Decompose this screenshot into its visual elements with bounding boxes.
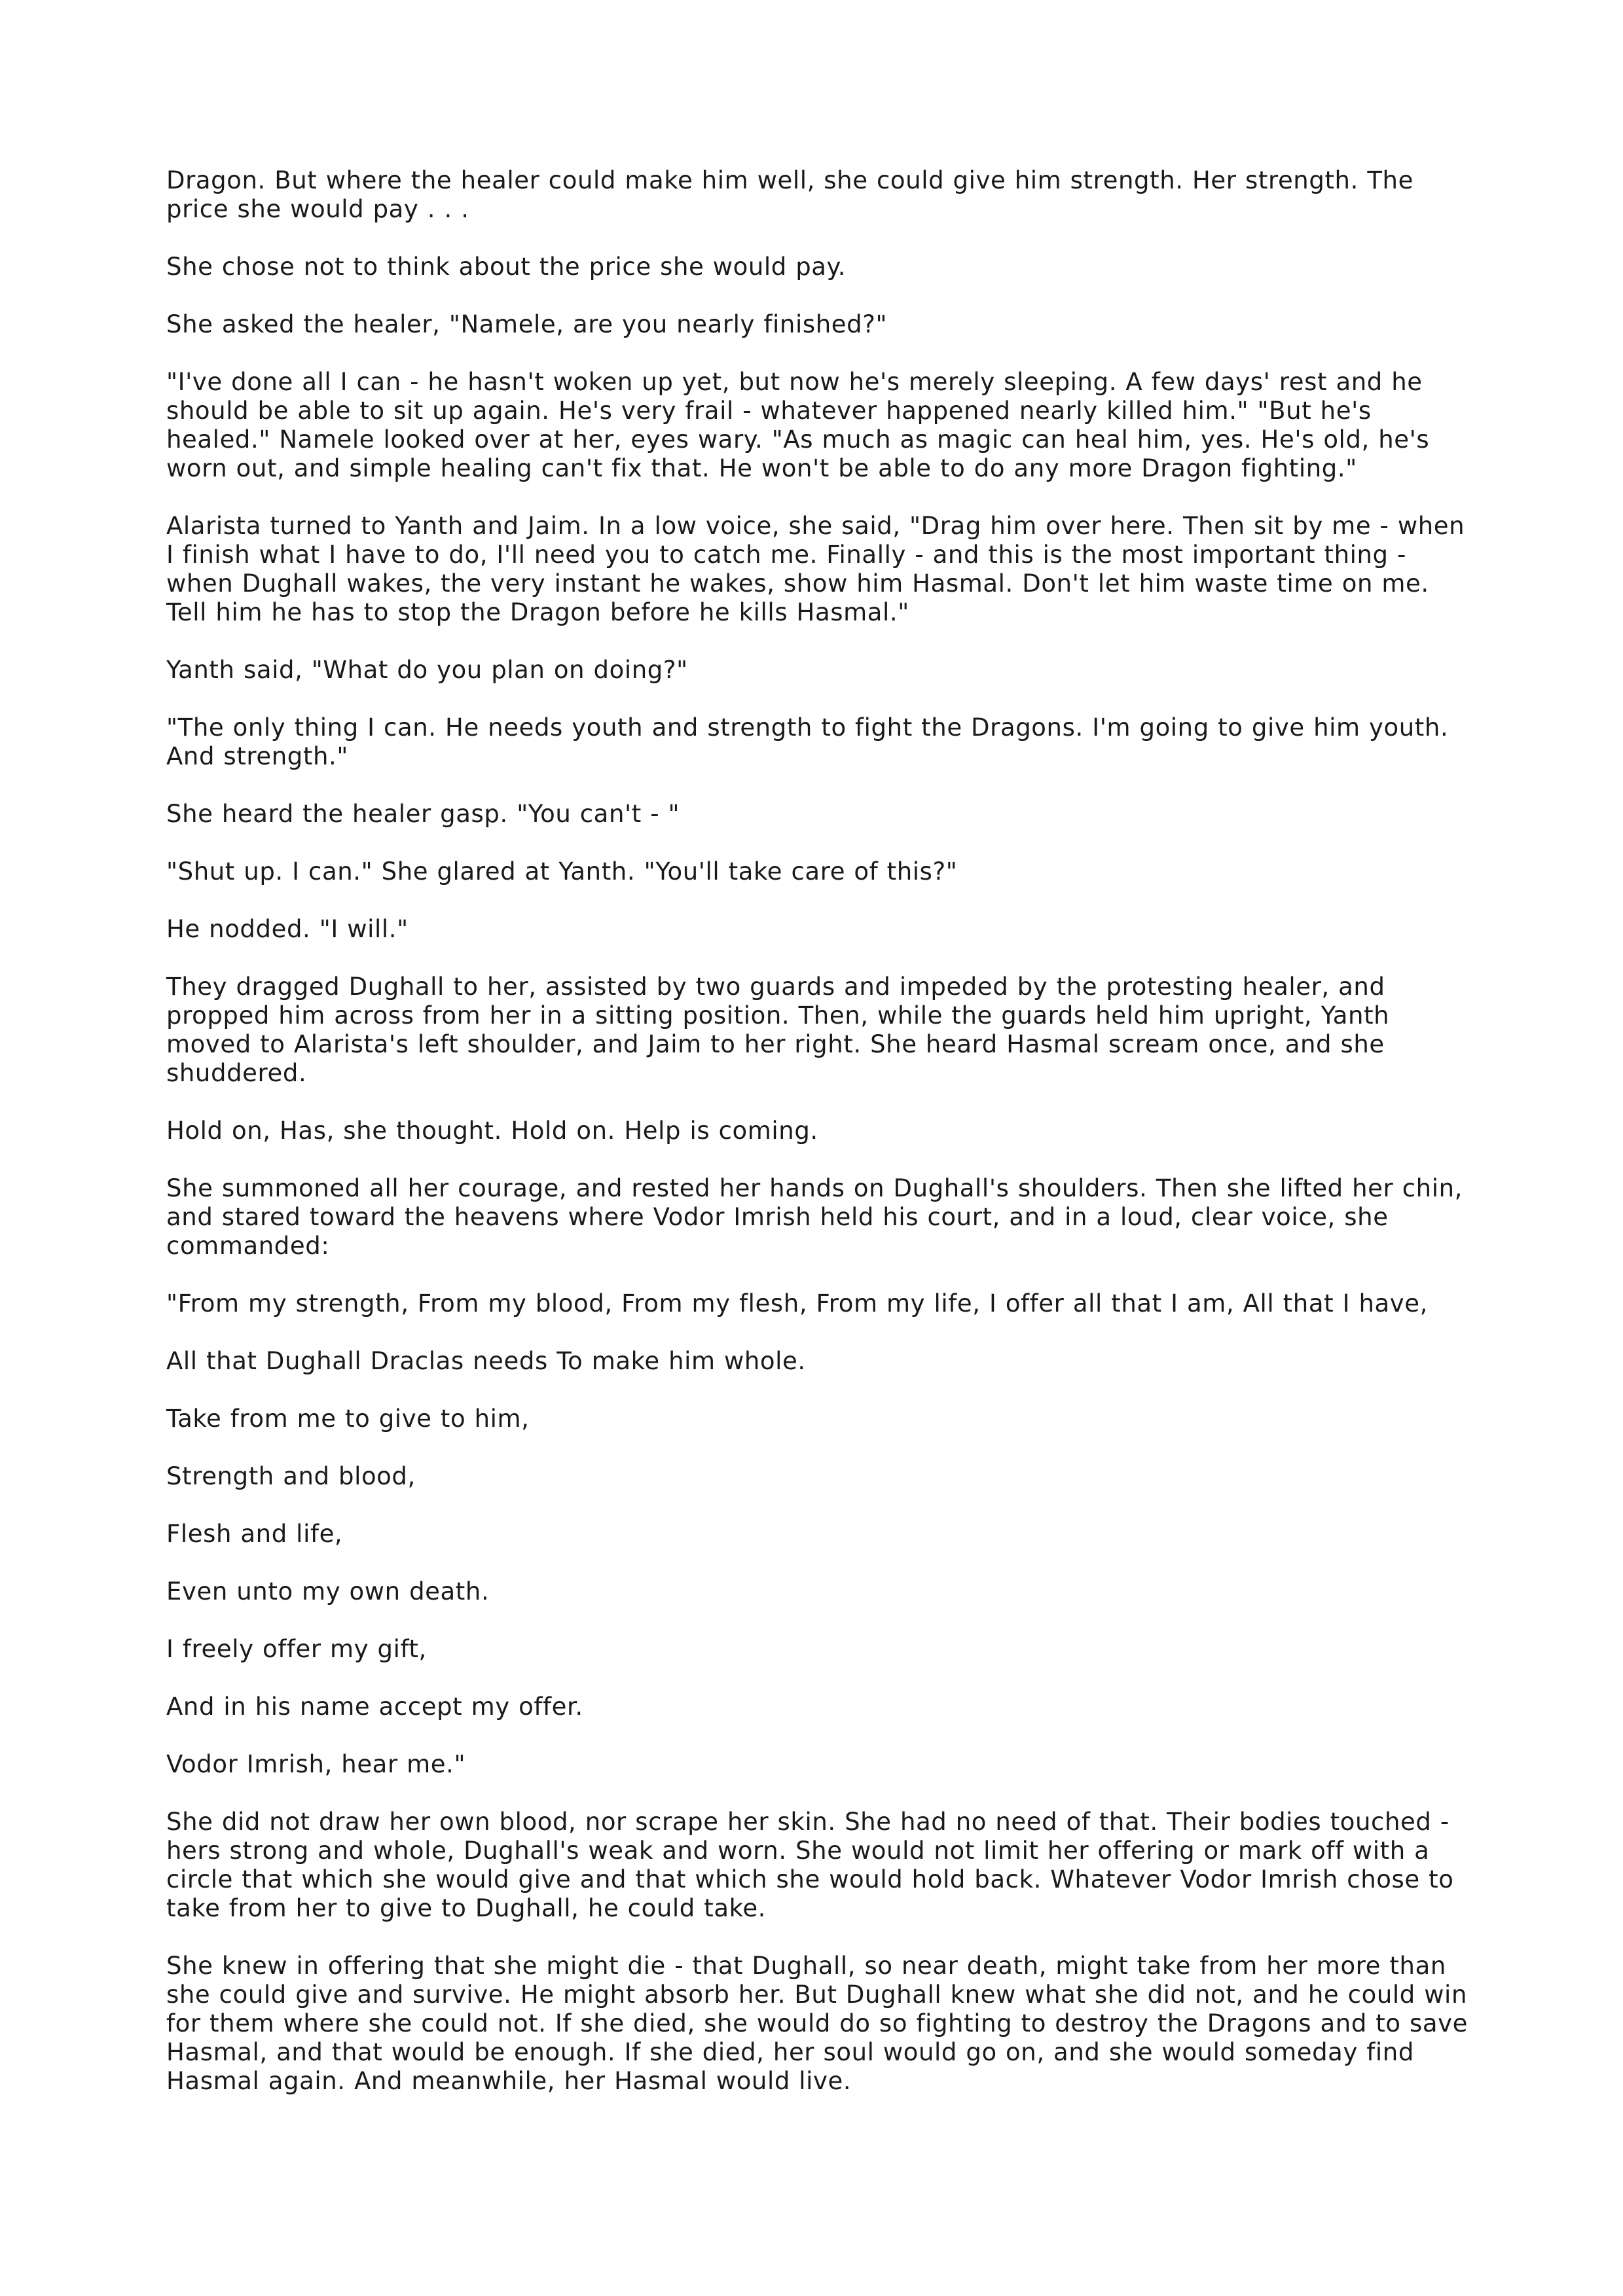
paragraph: She heard the healer gasp. "You can't - " [166, 800, 680, 828]
paragraph: Dragon. But where the healer could make him well, she could give him strength. Her strength. The price she would pay . . . [166, 166, 1413, 223]
document-page [166, 166, 1469, 2125]
paragraph: "Shut up. I can." She glared at Yanth. "You'll take care of this?" [166, 857, 958, 886]
paragraph: Hold on, Has, she thought. Hold on. Help is coming. [166, 1117, 818, 1145]
paragraph: And in his name accept my offer. [166, 1693, 583, 1721]
paragraph: I freely offer my gift, [166, 1635, 427, 1663]
paragraph: She summoned all her courage, and rested her hands on Dughall's shoulders. Then she lifted her chin, and stared toward the heavens where Vodor Imrish held his court, and in a loud, clear voice, she commanded: [166, 1174, 1463, 1260]
paragraph: He nodded. "I will." [166, 915, 409, 943]
paragraph: Strength and blood, [166, 1462, 416, 1490]
paragraph: She chose not to think about the price she would pay. [166, 253, 847, 281]
paragraph: Yanth said, "What do you plan on doing?" [166, 656, 688, 684]
paragraph: Flesh and life, [166, 1520, 343, 1548]
paragraph: Vodor Imrish, hear me." [166, 1750, 466, 1778]
paragraph: All that Dughall Draclas needs To make him whole. [166, 1347, 806, 1375]
paragraph: She did not draw her own blood, nor scrape her skin. She had no need of that. Their bodies touched - hers strong and whole, Dughall's weak and worn. She would not limit her offering or mark off with a circle that which she would give and that which she would hold back. Whatever Vodor Imrish chose to take from her to give to Dughall, he could take. [166, 1808, 1454, 1922]
paragraph: Alarista turned to Yanth and Jaim. In a low voice, she said, "Drag him over here. Then sit by me - when I finish what I have to do, I'll need you to catch me. Finally - and this is the most important thing - when Dughall wakes, the very instant he wakes, show him Hasmal. Don't let him waste time on me. Tell him he has to stop the Dragon before he kills Hasmal." [166, 512, 1465, 626]
paragraph: "I've done all I can - he hasn't woken up yet, but now he's merely sleeping. A few days' rest and he should be able to sit up again. He's very frail - whatever happened nearly killed him." "But he's healed." Namele looked over at her, eyes wary. "As much as magic can heal him, yes. He's old, he's worn out, and simple healing can't fix that. He won't be able to do any more Dragon fighting." [166, 368, 1430, 482]
paragraph: Take from me to give to him, [166, 1405, 530, 1433]
paragraph: They dragged Dughall to her, assisted by two guards and impeded by the protesting healer, and propped him across from her in a sitting position. Then, while the guards held him upright, Yanth moved to Alarista's left shoulder, and Jaim to her right. She heard Hasmal scream once, and she shuddered. [166, 973, 1390, 1087]
paragraph: She asked the healer, "Namele, are you nearly finished?" [166, 310, 888, 338]
paragraph: She knew in offering that she might die - that Dughall, so near death, might take from her more than she could give and survive. He might absorb her. But Dughall knew what she did not, and he could win for them where she could not. If she died, she would do so fighting to destroy the Dragons and to save Hasmal, and that would be enough. If she died, her soul would go on, and she would someday find Hasmal again. And meanwhile, her Hasmal would live. [166, 1952, 1468, 2095]
paragraph: Even unto my own death. [166, 1577, 490, 1605]
paragraph: "The only thing I can. He needs youth and strength to fight the Dragons. I'm going to give him youth. And strength." [166, 713, 1449, 770]
paragraph: "From my strength, From my blood, From my flesh, From my life, I offer all that I am, All that I have, [166, 1289, 1428, 1318]
